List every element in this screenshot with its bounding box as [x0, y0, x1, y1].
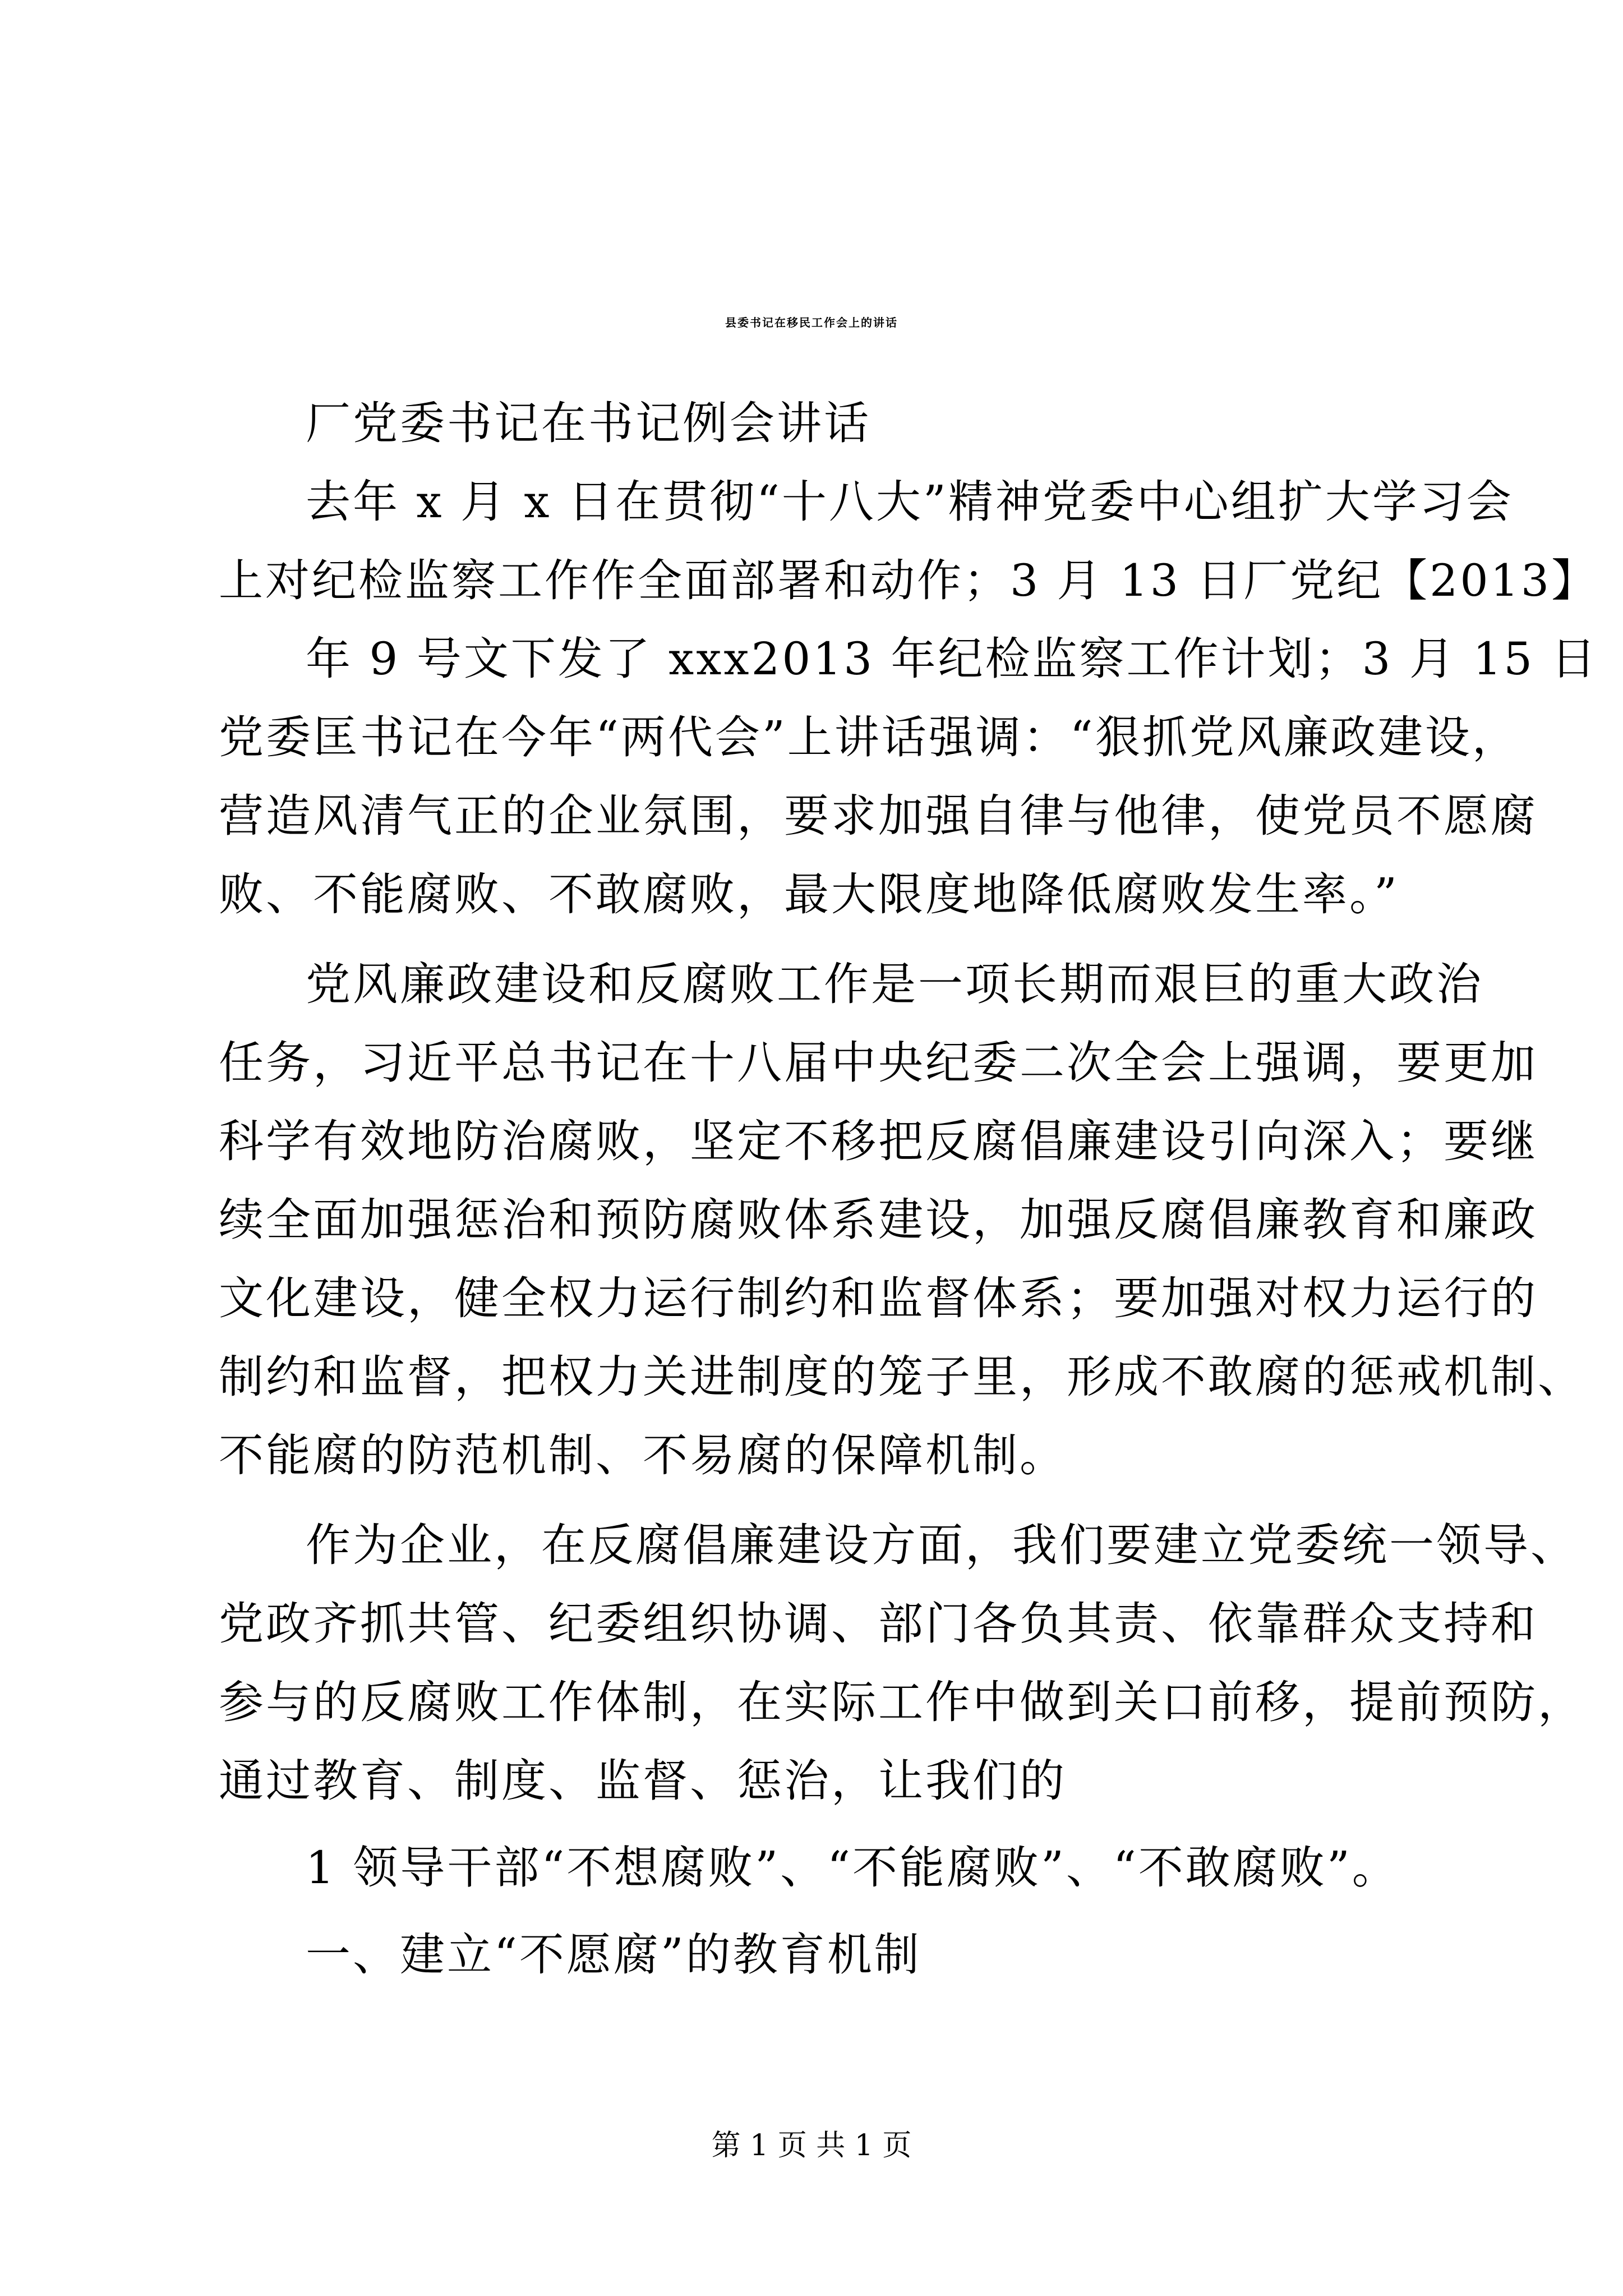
text-line: 参与的反腐败工作体制，在实际工作中做到关口前移，提前预防，: [219, 1676, 1585, 1728]
text-line: 科学有效地防治腐败，坚定不移把反腐倡廉建设引向深入；要继: [219, 1115, 1538, 1167]
section-heading: 一、建立“不愿腐”的教育机制: [306, 1929, 921, 1981]
text-line: 制约和监督，把权力关进制度的笼子里，形成不敢腐的惩戒机制、: [219, 1351, 1585, 1403]
text-line: 不能腐的防范机制、不易腐的保障机制。: [219, 1429, 1067, 1481]
page-footer: 第 1 页 共 1 页: [711, 2129, 912, 2162]
text-line: 年 9 号文下发了 xxx2013 年纪检监察工作计划；3 月 15 日: [306, 633, 1598, 685]
text-line: 上对纪检监察工作作全面部署和动作；3 月 13 日厂党纪【2013】: [219, 555, 1598, 606]
text-line: 去年 x 月 x 日在贯彻“十八大”精神党委中心组扩大学习会: [306, 476, 1514, 528]
text-line: 任务，习近平总书记在十八届中央纪委二次全会上强调，要更加: [219, 1037, 1538, 1089]
text-line: 文化建设，健全权力运行制约和监督体系；要加强对权力运行的: [219, 1272, 1538, 1324]
text-line: 败、不能腐败、不敢腐败，最大限度地降低腐败发生率。”: [219, 868, 1399, 921]
document-title: 县委书记在移民工作会上的讲话: [725, 316, 898, 329]
text-line: 党委匡书记在今年“两代会”上讲话强调：“狠抓党风廉政建设，: [219, 711, 1519, 763]
text-line: 作为企业，在反腐倡廉建设方面，我们要建立党委统一领导、: [306, 1519, 1578, 1571]
text-line: 1 领导干部“不想腐败”、“不能腐败”、“不敢腐败”。: [306, 1842, 1399, 1894]
text-line: 通过教育、制度、监督、惩治，让我们的: [219, 1755, 1067, 1807]
text-line: 党政齐抓共管、纪委组织协调、部门各负其责、依靠群众支持和: [219, 1598, 1538, 1650]
text-line: 续全面加强惩治和预防腐败体系建设，加强反腐倡廉教育和廉政: [219, 1194, 1538, 1246]
text-line: 营造风清气正的企业氛围，要求加强自律与他律，使党员不愿腐: [219, 790, 1538, 842]
text-line: 厂党委书记在书记例会讲话: [306, 397, 871, 449]
text-line: 党风廉政建设和反腐败工作是一项长期而艰巨的重大政治: [306, 958, 1483, 1010]
